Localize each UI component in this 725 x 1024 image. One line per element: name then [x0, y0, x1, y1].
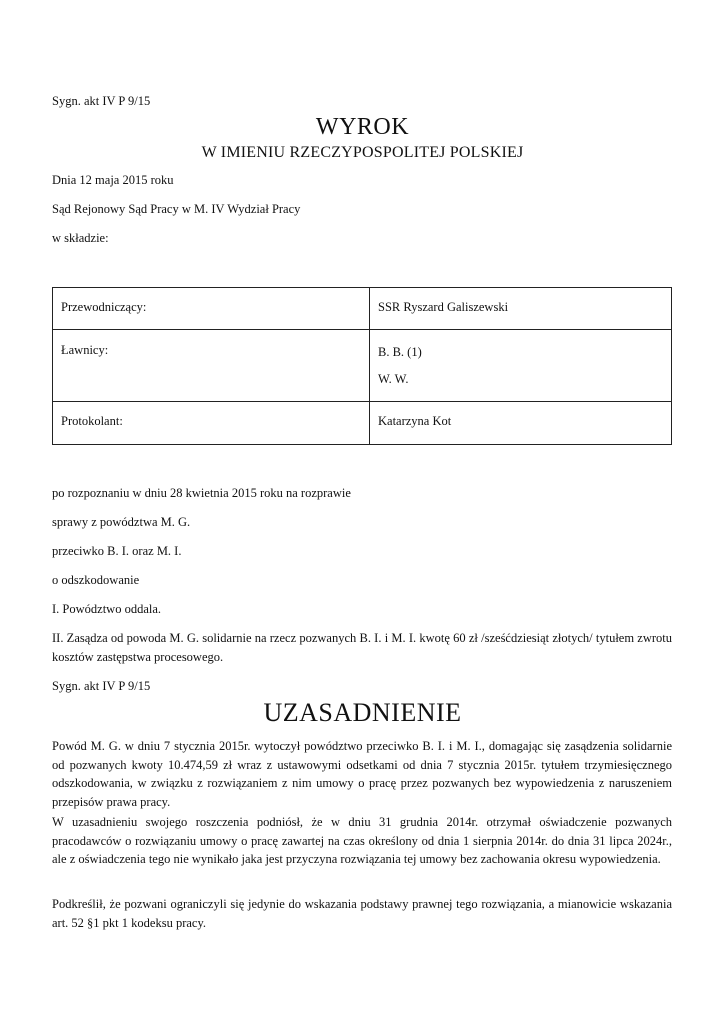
judgment-subtitle: W IMIENIU RZECZYPOSPOLITEJ POLSKIEJ	[201, 144, 524, 161]
ruling-point-2: II. Zasądza od powoda M. G. solidarnie na rzecz pozwanych B. I. i M. I. kwotę 60 zł /sześćdziesiąt złotych/ tytułem zwrotu kosztów zastępstwa procesowego.	[52, 631, 672, 664]
table-row	[53, 330, 672, 402]
hearing-line: po rozpoznaniu w dniu 28 kwietnia 2015 roku na rozprawie	[52, 486, 351, 500]
reasons-paragraph-3: Podkreślił, że pozwani ograniczyli się jedynie do wskazania podstawy prawnej tego rozwiązania, a mianowicie wskazania art. 52 §1 pkt 1 kodeksu pracy.	[52, 897, 672, 930]
presiding-judge-label: Przewodniczący:	[53, 288, 370, 330]
composition-intro: w składzie:	[52, 231, 109, 245]
reasons-title: UZASADNIENIE	[263, 698, 462, 727]
table-row	[53, 402, 672, 445]
clerk-label: Protokolant:	[53, 402, 370, 445]
case-number: Sygn. akt IV P 9/15	[52, 94, 151, 108]
reasons-paragraph-1: Powód M. G. w dniu 7 stycznia 2015r. wytoczył powództwo przeciwko B. I. i M. I., domagając się zasądzenia solidarnie od pozwanych kwoty 10.474,59 zł wraz z ustawowymi odsetkami od dnia 7 stycznia 2015r. tytułem trzymiesięcznego odszkodowania, w związku z rozwiązaniem z nim umowy o pracę przez pozwanych bez wypowiedzenia z naruszeniem przepisów prawa pracy.	[52, 739, 672, 809]
lay-judge-2: W. W.	[378, 372, 409, 386]
reasons-case-number: Sygn. akt IV P 9/15	[52, 679, 151, 693]
reasons-paragraph-2: W uzasadnieniu swojego roszczenia podniósł, że w dniu 31 grudnia 2014r. otrzymał oświadczenie pozwanych pracodawców o rozwiązaniu umowy o pracę zawartej na czas określony od dnia 1 sierpnia 2014r. do dnia 31 lipca 2024r., ale z oświadczenia tego nie wynikało jaka jest przyczyna rozwiązania tej umowy bez zachowania okresu wypowiedzenia.	[52, 815, 672, 867]
court-name: Sąd Rejonowy Sąd Pracy w M. IV Wydział Pracy	[52, 202, 301, 216]
court-composition-table	[52, 287, 672, 445]
lay-judge-1: B. B. (1)	[378, 345, 422, 359]
judgment-title: WYROK	[315, 114, 410, 140]
lay-judges-label: Ławnicy:	[53, 330, 370, 402]
clerk-value: Katarzyna Kot	[370, 402, 672, 445]
table-row	[53, 288, 672, 330]
defendants-line: przeciwko B. I. oraz M. I.	[52, 544, 182, 558]
judgment-date: Dnia 12 maja 2015 roku	[52, 173, 174, 187]
lay-judges-values	[370, 330, 672, 402]
ruling-point-1: I. Powództwo oddala.	[52, 602, 162, 616]
presiding-judge-value: SSR Ryszard Galiszewski	[370, 288, 672, 330]
subject-line: o odszkodowanie	[52, 573, 140, 587]
plaintiff-line: sprawy z powództwa M. G.	[52, 515, 191, 529]
